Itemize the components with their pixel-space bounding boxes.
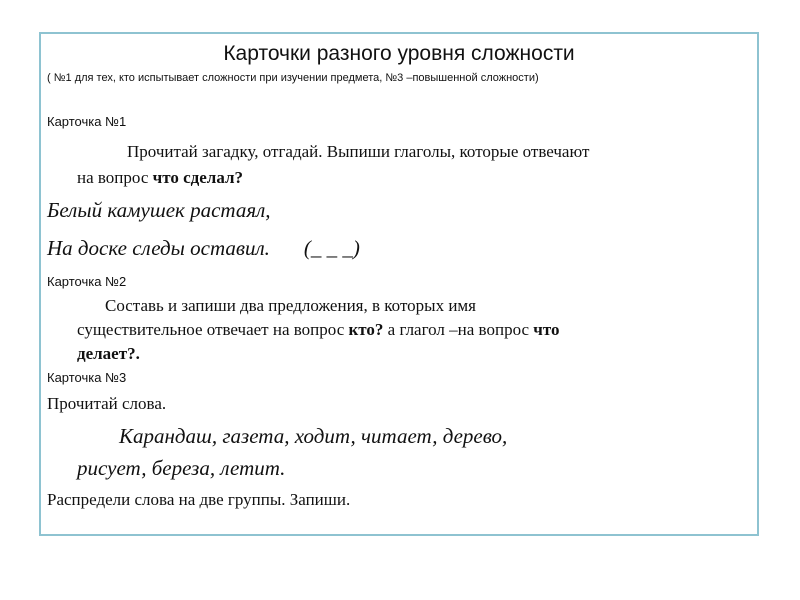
card2-line2-text: существительное отвечает на вопрос	[77, 320, 349, 339]
word-list-line2: рисует, береза, летит.	[77, 456, 286, 480]
answer-blanks: (_ _ _)	[303, 236, 360, 260]
card2-line2-mid: а глагол –на вопрос	[383, 320, 534, 339]
card1-instruction-line1: Прочитай загадку, отгадай. Выпиши глаголы, которые отвечают	[127, 142, 590, 161]
riddle-line2-text: На доске следы оставил.	[47, 236, 270, 260]
card2-question-does: делает?.	[77, 344, 140, 363]
page-title: Карточки разного уровня сложности	[223, 42, 575, 65]
card1-line2-text: на вопрос	[77, 168, 153, 187]
card2-instruction-line3	[77, 344, 140, 364]
riddle-line2	[47, 236, 360, 261]
card1-question: что сделал?	[152, 168, 244, 187]
card3-instruction-last: Распредели слова на две группы. Запиши.	[47, 490, 351, 509]
card3-label: Карточка №3	[47, 370, 127, 385]
card2-instruction-line1: Составь и запиши два предложения, в которых имя	[105, 296, 476, 315]
task-card	[39, 32, 759, 536]
riddle-line1: Белый камушек растаял,	[47, 198, 271, 222]
card2-label: Карточка №2	[47, 274, 127, 289]
card1-instruction-line2	[77, 168, 243, 188]
card2-question-what: что	[533, 320, 560, 339]
card3-instruction-line1: Прочитай слова.	[47, 394, 167, 413]
subtitle-note: ( №1 для тех, кто испытывает сложности при изучении предмета, №3 –повышенной сложности)	[47, 72, 539, 84]
word-list-line1: Карандаш, газета, ходит, читает, дерево,	[119, 424, 508, 448]
card2-question-who: кто?	[348, 320, 384, 339]
card1-label: Карточка №1	[47, 114, 127, 129]
card2-instruction-line2	[77, 320, 560, 340]
